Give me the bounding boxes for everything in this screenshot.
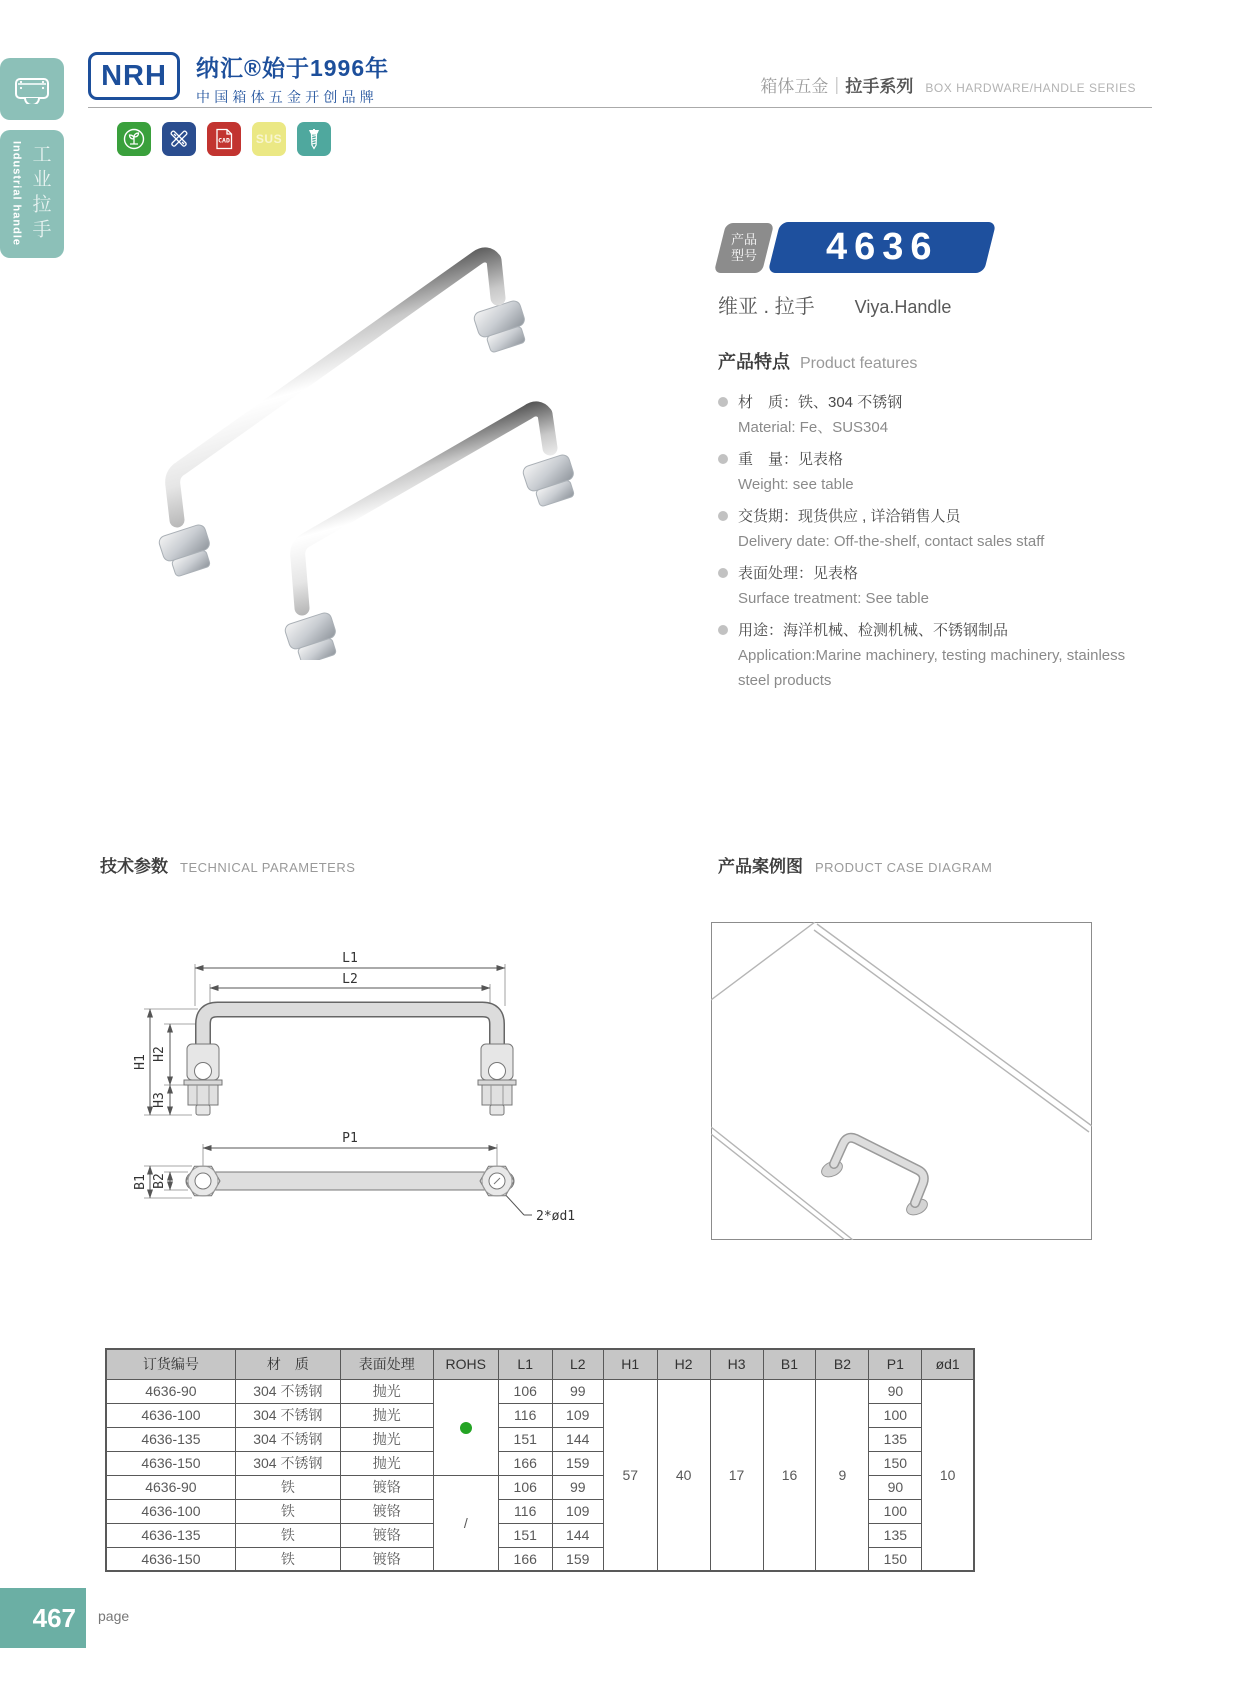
feature-cn: 重 量：见表格 — [738, 451, 844, 468]
table-cell: 106 — [498, 1475, 552, 1499]
cad-icon — [207, 122, 241, 156]
table-cell: 166 — [498, 1547, 552, 1571]
table-cell: 铁 — [235, 1523, 340, 1547]
feature-item — [718, 618, 1150, 693]
table-cell: 镀铬 — [340, 1523, 433, 1547]
column-header: H3 — [710, 1349, 763, 1379]
handle-icon — [13, 74, 51, 104]
tech-params-heading — [100, 852, 355, 877]
table-cell: 抛光 — [340, 1403, 433, 1427]
table-cell: 109 — [552, 1499, 603, 1523]
tools-icon — [162, 122, 196, 156]
badge-label-text: 产品 型号 — [730, 232, 757, 263]
table-cell: 304 不锈钢 — [235, 1403, 340, 1427]
feature-item — [718, 447, 1150, 497]
feature-cn: 表面处理：见表格 — [738, 565, 859, 582]
feature-en: Surface treatment: See table — [738, 590, 929, 607]
features-heading — [718, 348, 1150, 374]
model-badge — [768, 222, 997, 273]
mount-hardware-left — [184, 1044, 222, 1115]
case-heading-en: PRODUCT CASE DIAGRAM — [815, 860, 993, 875]
feature-en: Delivery date: Off-the-shelf, contact sales staff — [738, 533, 1045, 550]
feature-en: Application:Marine machinery, testing machinery, stainless steel products — [738, 647, 1126, 689]
table-cell: / — [433, 1475, 498, 1571]
handle-photo-2 — [283, 409, 580, 660]
table-cell: 151 — [498, 1427, 552, 1451]
brand-line1: 纳汇®始于1996年 — [196, 55, 390, 81]
feature-cn: 用途：海洋机械、检测机械、不锈钢制品 — [738, 622, 1009, 639]
table-cell: 304 不锈钢 — [235, 1427, 340, 1451]
table-cell — [433, 1379, 498, 1475]
feature-cn: 材 质：铁、304 不锈钢 — [738, 394, 903, 411]
header-divider — [88, 107, 1152, 108]
table-cell: 304 不锈钢 — [235, 1379, 340, 1403]
dim-b2: B2 — [152, 1173, 167, 1189]
svg-text:CAD: CAD — [218, 136, 230, 145]
bullet-dot — [718, 625, 728, 635]
sus-icon — [252, 122, 286, 156]
cert-icons — [117, 122, 331, 156]
feature-item — [718, 390, 1150, 440]
bullet-dot — [718, 454, 728, 464]
dim-d1: 2*ød1 — [536, 1209, 576, 1224]
table-cell: 镀铬 — [340, 1499, 433, 1523]
table-cell: 抛光 — [340, 1427, 433, 1451]
column-header: L2 — [552, 1349, 603, 1379]
table-cell: 铁 — [235, 1499, 340, 1523]
table-cell: 150 — [869, 1451, 922, 1475]
table-cell: 9 — [816, 1379, 869, 1571]
column-header: 材 质 — [235, 1349, 340, 1379]
table-cell: 4636-135 — [106, 1523, 235, 1547]
case-diagram — [711, 922, 1092, 1240]
dim-h3: H3 — [152, 1092, 167, 1108]
table-cell: 135 — [869, 1427, 922, 1451]
table-cell: 4636-90 — [106, 1379, 235, 1403]
dim-l1: L1 — [342, 951, 358, 966]
table-cell: 144 — [552, 1523, 603, 1547]
technical-drawing — [100, 878, 590, 1253]
sidebar-category-tab — [0, 58, 64, 120]
column-header: H2 — [657, 1349, 710, 1379]
category-cn: 工业拉手 — [29, 144, 51, 244]
table-cell: 151 — [498, 1523, 552, 1547]
mount-hardware-right — [478, 1044, 516, 1115]
table-cell: 铁 — [235, 1475, 340, 1499]
tech-heading-cn: 技术参数 — [100, 857, 168, 876]
table-cell: 镀铬 — [340, 1475, 433, 1499]
column-header: P1 — [869, 1349, 922, 1379]
product-name — [718, 290, 951, 319]
case-diagram-heading — [718, 852, 992, 877]
column-header: L1 — [498, 1349, 552, 1379]
feature-en: Material: Fe、SUS304 — [738, 419, 889, 436]
table-cell: 116 — [498, 1499, 552, 1523]
table-cell: 10 — [922, 1379, 974, 1571]
column-header: 订货编号 — [106, 1349, 235, 1379]
tech-heading-en: TECHNICAL PARAMETERS — [180, 860, 356, 875]
feature-en: Weight: see table — [738, 476, 854, 493]
column-header: ød1 — [922, 1349, 974, 1379]
table-cell: 4636-90 — [106, 1475, 235, 1499]
column-header: B1 — [763, 1349, 816, 1379]
nrh-logo — [88, 52, 180, 100]
product-name-cn: 维亚 . 拉手 — [718, 296, 815, 318]
feature-item — [718, 561, 1150, 611]
screw-icon — [297, 122, 331, 156]
page-number-badge — [0, 1588, 86, 1648]
table-cell: 4636-100 — [106, 1499, 235, 1523]
column-header: 表面处理 — [340, 1349, 433, 1379]
category-en: Industrial handle — [10, 141, 23, 247]
table-cell: 铁 — [235, 1547, 340, 1571]
table-cell: 135 — [869, 1523, 922, 1547]
brand-line2: 中国箱体五金开创品牌 — [196, 89, 378, 105]
table-cell: 抛光 — [340, 1451, 433, 1475]
case-heading-cn: 产品案例图 — [718, 857, 803, 876]
bullet-dot — [718, 568, 728, 578]
table-cell: 100 — [869, 1499, 922, 1523]
eco-icon — [117, 122, 151, 156]
table-cell: 镀铬 — [340, 1547, 433, 1571]
spec-table-header-row — [106, 1349, 974, 1379]
product-features — [718, 348, 1150, 700]
sus-label: SUS — [255, 132, 283, 146]
feature-cn: 交货期：现货供应 , 详洽销售人员 — [738, 508, 961, 525]
spec-table — [105, 1348, 975, 1572]
brand-text — [196, 50, 389, 107]
table-cell: 166 — [498, 1451, 552, 1475]
table-cell: 4636-100 — [106, 1403, 235, 1427]
dim-p1: P1 — [342, 1131, 358, 1146]
rohs-pass-dot — [460, 1422, 472, 1434]
table-cell: 159 — [552, 1451, 603, 1475]
dim-b1: B1 — [133, 1174, 148, 1190]
page-label: page — [98, 1608, 130, 1624]
bullet-dot — [718, 511, 728, 521]
logo-text: NRH — [101, 59, 167, 92]
table-cell: 109 — [552, 1403, 603, 1427]
series-cn: 箱体五金｜拉手系列 — [760, 77, 914, 96]
table-cell: 40 — [657, 1379, 710, 1571]
table-cell: 106 — [498, 1379, 552, 1403]
dim-h2: H2 — [152, 1046, 167, 1062]
product-name-en: Viya.Handle — [854, 297, 952, 317]
bullet-dot — [718, 397, 728, 407]
dim-l2: L2 — [342, 972, 358, 987]
model-number: 4636 — [825, 226, 939, 268]
handle-photo-1 — [157, 255, 531, 579]
model-badge-label — [714, 223, 774, 273]
table-cell: 150 — [869, 1547, 922, 1571]
table-cell: 抛光 — [340, 1379, 433, 1403]
table-cell: 17 — [710, 1379, 763, 1571]
features-title-en: Product features — [800, 355, 918, 372]
features-list — [718, 390, 1150, 693]
dim-h1: H1 — [133, 1054, 148, 1070]
table-cell: 4636-150 — [106, 1451, 235, 1475]
product-photo — [120, 190, 640, 660]
table-cell: 144 — [552, 1427, 603, 1451]
table-cell: 4636-135 — [106, 1427, 235, 1451]
spec-table-body — [106, 1379, 974, 1571]
table-cell: 90 — [869, 1379, 922, 1403]
table-cell: 116 — [498, 1403, 552, 1427]
table-cell: 57 — [603, 1379, 657, 1571]
table-cell: 304 不锈钢 — [235, 1451, 340, 1475]
feature-item — [718, 504, 1150, 554]
table-cell: 99 — [552, 1379, 603, 1403]
table-row — [106, 1379, 974, 1403]
table-cell: 4636-150 — [106, 1547, 235, 1571]
page-number: 467 — [32, 1602, 76, 1633]
series-title — [760, 72, 1136, 97]
column-header: H1 — [603, 1349, 657, 1379]
table-cell: 100 — [869, 1403, 922, 1427]
table-cell: 99 — [552, 1475, 603, 1499]
table-cell: 90 — [869, 1475, 922, 1499]
series-en: BOX HARDWARE/HANDLE SERIES — [925, 81, 1136, 95]
sidebar-category-label — [0, 130, 64, 258]
column-header: B2 — [816, 1349, 869, 1379]
table-cell: 16 — [763, 1379, 816, 1571]
table-cell: 159 — [552, 1547, 603, 1571]
features-title-cn: 产品特点 — [718, 352, 790, 372]
column-header: ROHS — [433, 1349, 498, 1379]
